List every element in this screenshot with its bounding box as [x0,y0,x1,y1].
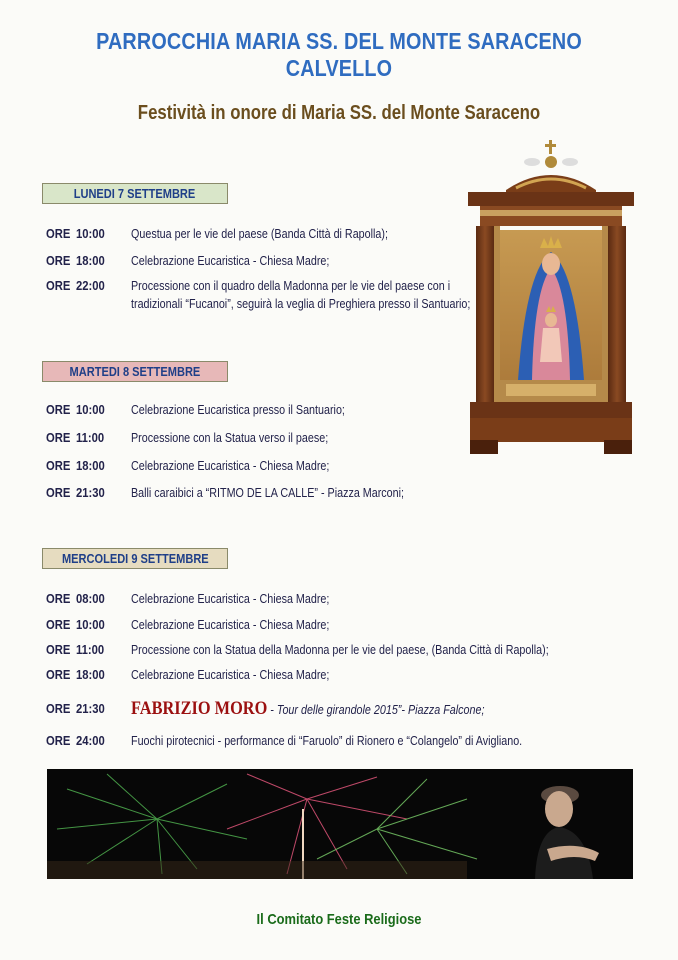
madonna-statue-image [466,140,636,456]
day-label: MERCOLEDI 9 SETTEMBRE [61,551,209,566]
artist-name: FABRIZIO MORO [131,698,268,719]
day-label: MARTEDI 8 SETTEMBRE [69,364,201,379]
page-title: PARROCCHIA MARIA SS. DEL MONTE SARACENO CALVELLO [96,28,582,81]
day-header-mercoledi [42,548,228,569]
fireworks-banner-image [47,769,633,879]
fireworks-image [47,769,633,879]
page-subtitle: Festività in onore di Maria SS. del Monte Saraceno [137,102,541,124]
day-label: LUNEDI 7 SETTEMBRE [74,186,196,201]
footer-signature: Il Comitato Feste Religiose [256,911,422,928]
day-header-martedi [42,361,228,382]
day-header-lunedi [42,183,228,204]
